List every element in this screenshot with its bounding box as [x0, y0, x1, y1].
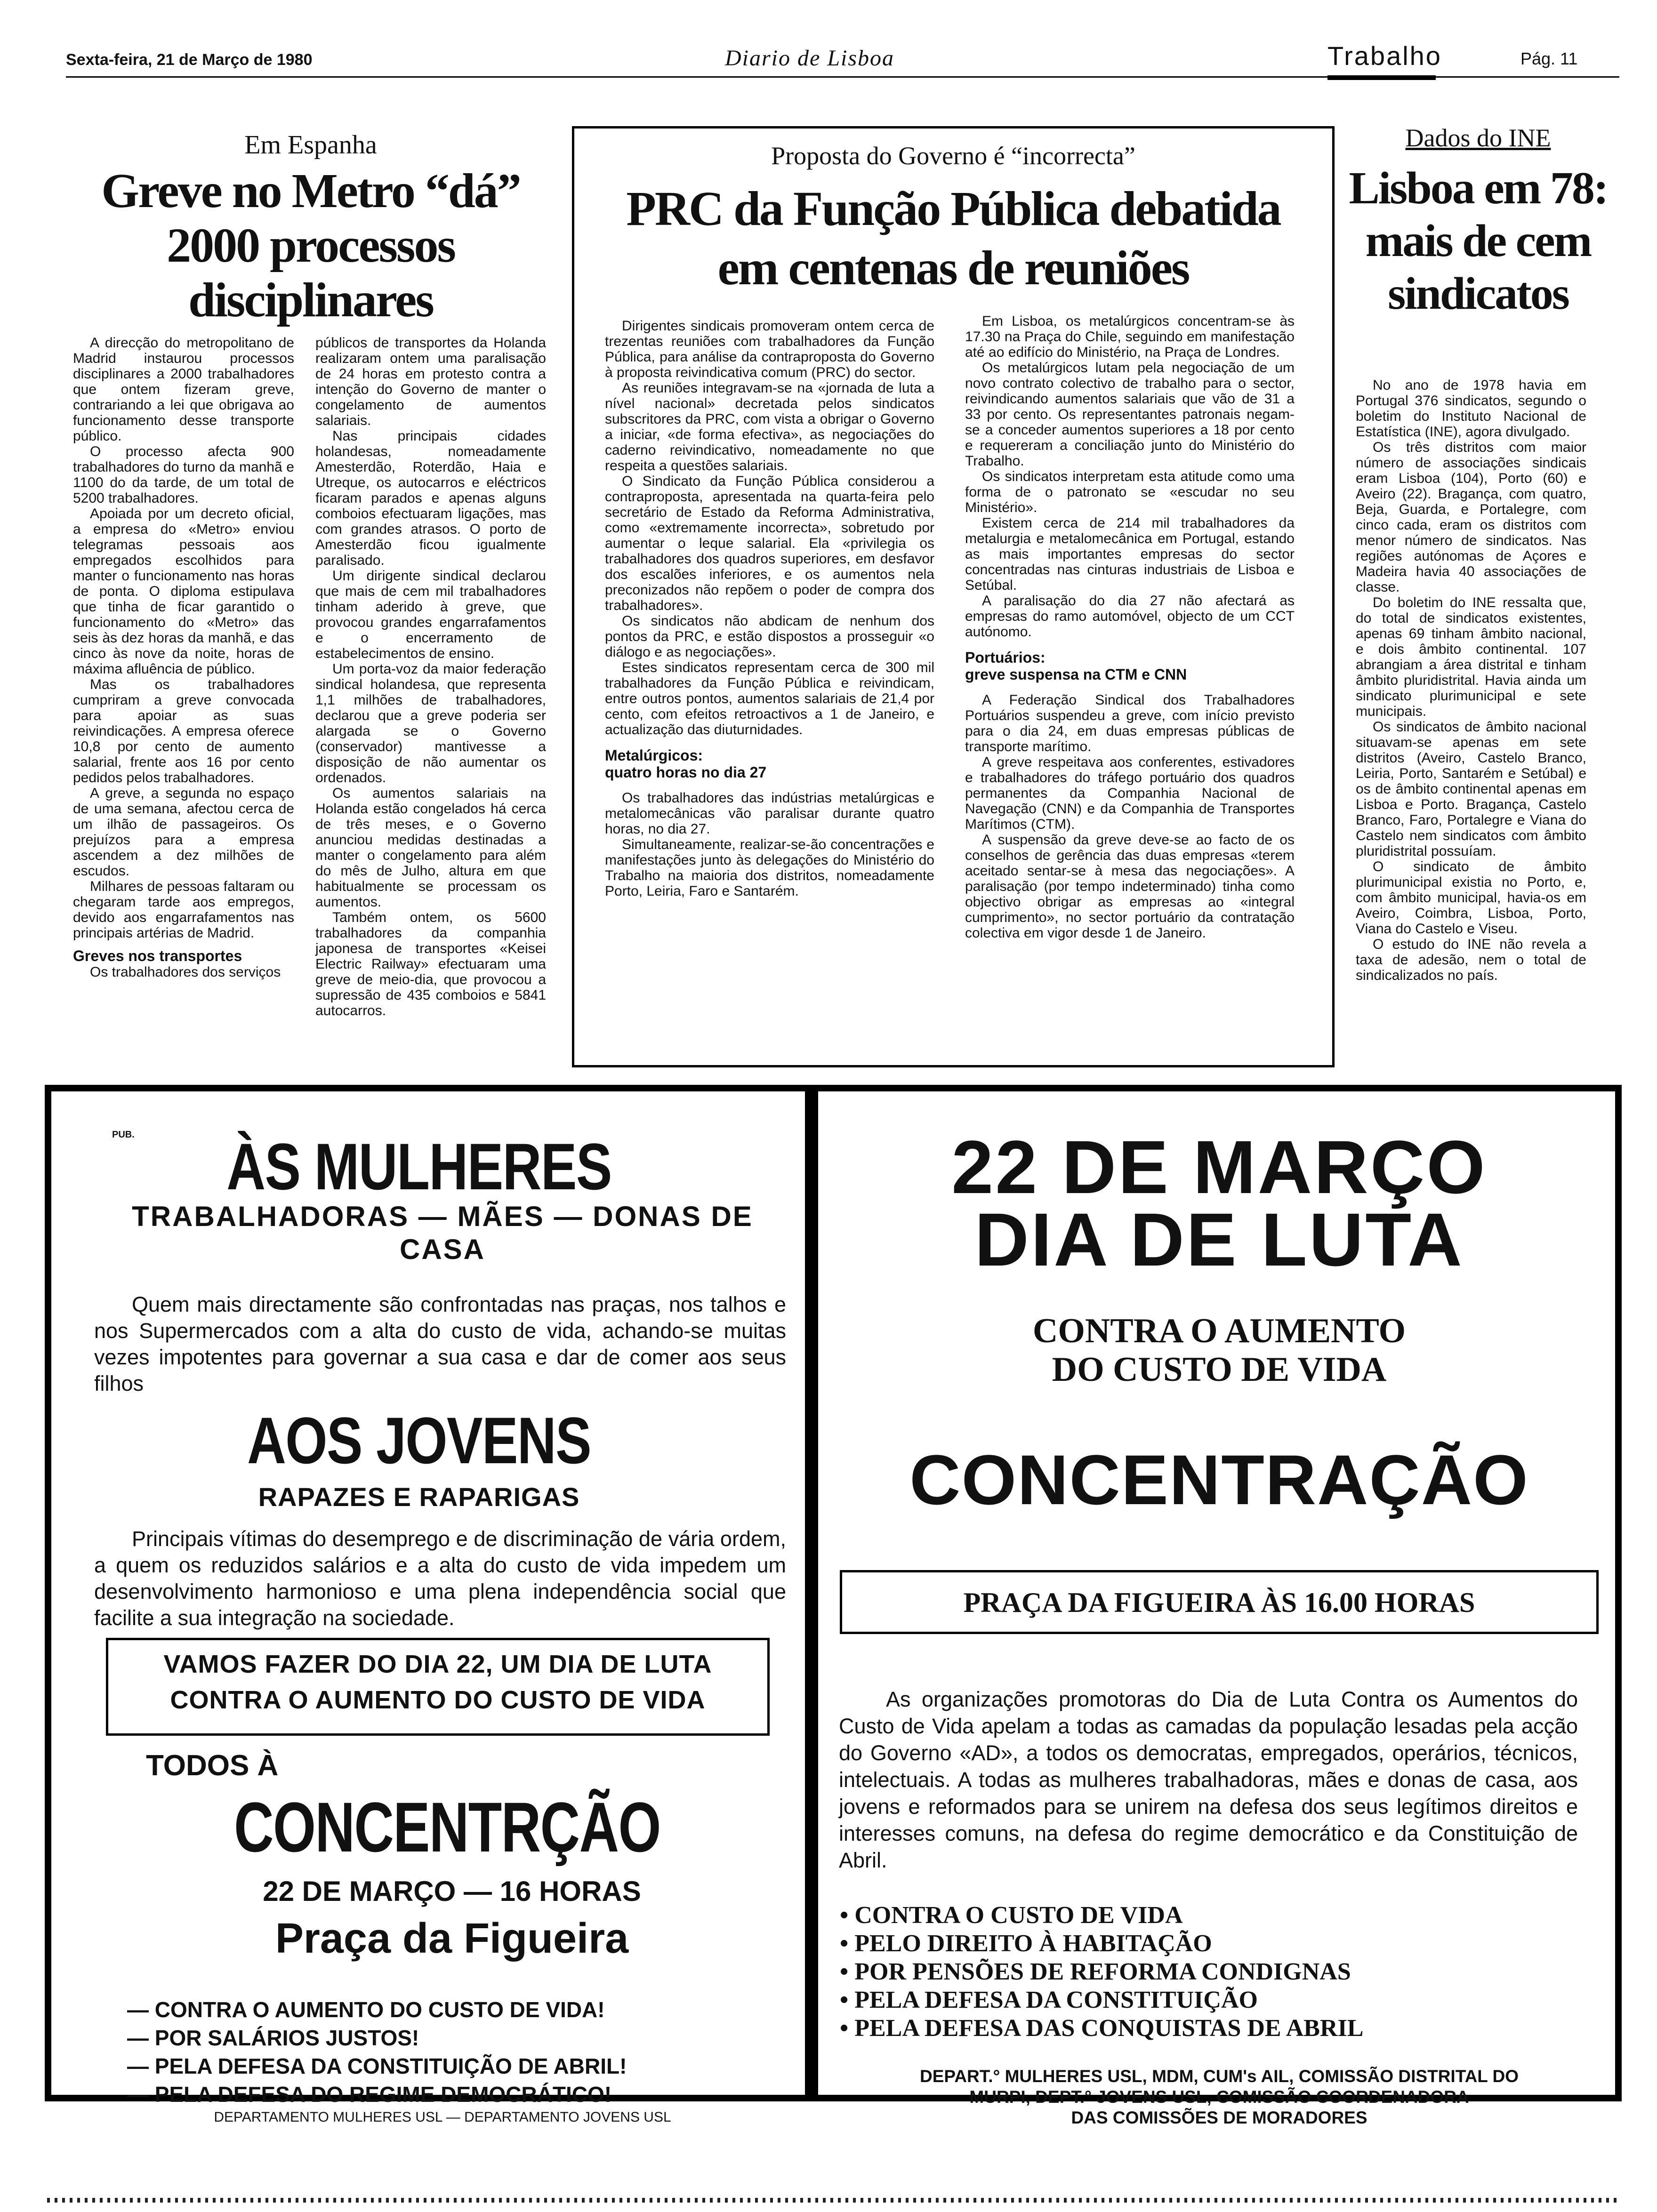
page-number: Pág. 11: [1520, 49, 1578, 68]
ad-text-youth: Principais vítimas do desemprego e de discriminação de vária ordem, a quem os reduzidos salários e a alta do custo de vida impedem um desenvolvimento harmonioso e uma plena independência social que facilite a sua integração na sociedade.: [94, 1527, 786, 1630]
subheading: Metalúrgicos:: [605, 747, 703, 764]
paragraph: No ano de 1978 havia em Portugal 376 sindicatos, segundo o boletim do Instituto Nacional de Estatística (INE), agora divulgado.: [1356, 377, 1586, 440]
ad-subtitle-women: TRABALHADORAS — MÃES — DONAS DE CASA: [132, 1201, 753, 1265]
slogan: — CONTRA O AUMENTO DO CUSTO DE VIDA!: [127, 1997, 605, 2022]
paragraph: A paralisação do dia 27 não afectará as empresas do ramo automóvel, objecto de um CCT autónomo.: [965, 593, 1295, 640]
paragraph: Os trabalhadores dos serviços: [90, 964, 281, 980]
article-column-1: [73, 335, 294, 980]
ad-footer: DEPARTAMENTO MULHERES USL — DEPARTAMENTO JOVENS USL: [214, 2109, 671, 2125]
paragraph: A direcção do metropolitano de Madrid instaurou processos disciplinares a 2000 trabalhadores que ontem fizeram greve, contrariando a lei que obrigava ao funcionamento desse transporte público.: [73, 335, 294, 444]
ad-right-title-line-2: DIA DE LUTA: [974, 1197, 1464, 1282]
slogan: — PELA DEFESA DA CONSTITUIÇÃO DE ABRIL!: [127, 2054, 627, 2078]
paragraph: A greve respeitava aos conferentes, estivadores e trabalhadores do tráfego portuário dos quadros permanentes da Companhia Nacional de Navegação (CNN) e da Companhia de Transportes Marítimos (CTM).: [965, 754, 1295, 832]
ad-place: Praça da Figueira: [275, 1915, 629, 1962]
paragraph: Existem cerca de 214 mil trabalhadores da metalurgia e metalomecânica em Portugal, estando as mais importantes empresas do sector concentradas nas cinturas industriais de Lisboa e Setúbal.: [965, 515, 1295, 593]
ad-right-place-box: [840, 1570, 1599, 1634]
subheading: Portuários:: [965, 649, 1046, 666]
slogan: — PELA DEFESA DO REGIME DEMOCRÁTICO!: [127, 2082, 612, 2107]
article-column-2: [315, 335, 546, 1018]
header-date: Sexta-feira, 21 de Março de 1980: [66, 51, 313, 69]
subheading: greve suspensa na CTM e CNN: [965, 666, 1187, 683]
article-headline-line-2: em centenas de reuniões: [717, 241, 1189, 295]
footer-line: DAS COMISSÕES DE MORADORES: [1071, 2108, 1367, 2127]
ad-callout-line-1: VAMOS FAZER DO DIA 22, UM DIA DE LUTA: [163, 1650, 712, 1678]
ad-callout-box: [106, 1638, 770, 1736]
paragraph: A Federação Sindical dos Trabalhadores Portuários suspendeu a greve, com início previsto para o dia 24, em duas empresas públicas de transporte marítimo.: [965, 692, 1295, 754]
article-headline: Greve no Metro “dá” 2000 processos disciplinares: [101, 164, 520, 327]
paragraph: Milhares de pessoas faltaram ou chegaram tarde aos empregos, devido aos engarrafamentos nas principais artérias de Madrid.: [73, 879, 294, 941]
article-column-1: [605, 318, 934, 899]
paragraph: Dirigentes sindicais promoveram ontem cerca de trezentas reuniões com trabalhadores da Função Pública, para análise da contraproposta do Governo à proposta reivindicativa comum (PRC) do sector.: [605, 318, 934, 380]
ad-right-concentracao: CONCENTRAÇÃO: [909, 1440, 1529, 1519]
masthead: Diario de Lisboa: [725, 46, 895, 71]
article-kicker: Dados do INE: [1405, 124, 1551, 152]
ad-right-subtitle-line-1: CONTRA O AUMENTO: [1032, 1312, 1406, 1350]
article-headline: Lisboa em 78: mais de cem sindicatos: [1349, 163, 1608, 319]
paragraph: O Sindicato da Função Pública considerou a contraproposta, apresentada na quarta-feira pelo secretário de Estado da Reforma Administrativa, como «extremamente incorrecta», sobretudo por aumentar o leque salarial. Ela «privilegia os trabalhadores dos quadros superiores, em desfavor dos escalões inferiores, e os aumentos nela preconizados não repõem o poder de compra dos trabalhadores».: [605, 473, 934, 613]
section-title: Trabalho: [1327, 41, 1442, 71]
paragraph: Também ontem, os 5600 trabalhadores da companhia japonesa de transportes «Keisei Electric Railway» efectuaram uma greve de meio-dia, que provocou a supressão de 435 comboios e 5841 autocarros.: [315, 910, 546, 1018]
footer-line: MURPI, DEPT.° JOVENS USL, COMISSÃO COORDENADORA: [969, 2087, 1469, 2107]
ad-right-text: As organizações promotoras do Dia de Luta Contra os Aumentos do Custo de Vida apelam a todas as camadas da população lesadas pela acção do Governo «AD», a todos os democratas, empregados, operários, técnicos, intelectuais. A todas as mulheres trabalhadoras, mães e donas de casa, aos jovens e reformados para se unirem na defesa dos seus legítimos direitos e interesses comuns, na defesa do regime democrático e da Constituição de Abril.: [839, 1687, 1578, 1872]
footer-line: DEPART.° MULHERES USL, MDM, CUM's AIL, COMISSÃO DISTRITAL DO: [919, 2067, 1519, 2086]
paragraph: públicos de transportes da Holanda realizaram ontem uma paralisação de 24 horas em protesto contra a intenção do Governo de manter o congelamento de aumentos salariais.: [315, 335, 546, 428]
ad-right-bullets: [840, 1901, 1363, 2043]
paragraph: O sindicato de âmbito plurimunicipal existia no Porto, e, com âmbito municipal, havia-os em Aveiro, Coimbra, Lisboa, Porto, Viana do Castelo e Viseu.: [1356, 859, 1586, 937]
paragraph: Simultaneamente, realizar-se-ão concentrações e manifestações junto às delegações do Ministério do Trabalho na maioria dos distritos, nomeadamente Porto, Leiria, Faro e Santarém.: [605, 837, 934, 899]
paragraph: Os sindicatos de âmbito nacional situavam-se apenas em sete distritos (Aveiro, Castelo Branco, Leiria, Porto, Santarém e Setúbal) e os de âmbito continental apenas em Lisboa e Porto. Bragança, Castelo Branco, Faro, Portalegre e Viana do Castelo nem sindicatos com âmbito pluridistrital possuíam.: [1356, 719, 1586, 859]
ad-right-footer: [828, 2066, 1610, 2128]
paragraph: Os três distritos com maior número de associações sindicais eram Lisboa (104), Porto (60) e Aveiro (22). Bragança, com quatro, Beja, Guarda, e Portalegre, com cinco cada, eram os distritos com menor número de sindicatos. Nas regiões autónomas de Açores e Madeira havia 40 associações de classe.: [1356, 440, 1586, 595]
article-kicker: Em Espanha: [244, 130, 377, 160]
paragraph: As reuniões integravam-se na «jornada de luta a nível nacional» decretada pelos sindicatos subscritores da PRC, com vista a obrigar o Governo a iniciar, «de forma efectiva», as negociações do caderno reivindicativo, nomeadamente no que respeita a questões salariais.: [605, 380, 934, 473]
subheading: Greves nos transportes: [73, 947, 242, 964]
ad-concentracao: CONCENTRÇÃO: [234, 1787, 660, 1867]
bullet-item: • POR PENSÕES DE REFORMA CONDIGNAS: [840, 1958, 1351, 1985]
paragraph: Estes sindicatos representam cerca de 300 mil trabalhadores da Função Pública e reivindicam, entre outros pontos, aumentos salariais de 21,4 por cento, com efeitos retroactivos a 1 de Janeiro, e actualização das diuturnidades.: [605, 660, 934, 737]
bullet-item: • PELA DEFESA DA CONSTITUIÇÃO: [840, 1987, 1258, 2013]
ad-title-youth: AOS JOVENS: [247, 1403, 591, 1477]
paragraph: Do boletim do INE ressalta que, do total de sindicatos existentes, apenas 69 tinham âmbito nacional, e dois âmbito continental. 107 abrangiam a área distrital e tinham âmbito pluridistrital. Havia ainda um sindicato plurimunicipal e sete municipais.: [1356, 595, 1586, 719]
subheading: quatro horas no dia 27: [605, 764, 767, 781]
article-column: [1356, 377, 1586, 983]
paragraph: Mas os trabalhadores cumpriram a greve convocada para apoiar as suas reivindicações. A empresa oferece 10,8 por cento de aumento salarial, frente aos 16 por cento pedidos pelos trabalhadores.: [73, 677, 294, 785]
slogan: — POR SALÁRIOS JUSTOS!: [127, 2026, 419, 2050]
paragraph: Os sindicatos não abdicam de nenhum dos pontos da PRC, e estão dispostos a prosseguir «o diálogo e as negociações».: [605, 613, 934, 660]
paragraph: Em Lisboa, os metalúrgicos concentram-se às 17.30 na Praça do Chile, seguindo em manifestação até ao edifício do Ministério, na Praça de Londres.: [965, 313, 1295, 360]
paragraph: Um dirigente sindical declarou que mais de cem mil trabalhadores tinham aderido à greve, que provocou grandes engarrafamentos e o encerramento de estabelecimentos de ensino.: [315, 568, 546, 661]
article-column-2: [965, 313, 1295, 941]
paragraph: Apoiada por um decreto oficial, a empresa do «Metro» enviou telegramas pessoais aos empregados escolhidos para manter o funcionamento nas horas de ponta. O diploma estipulava que tinha de ficar garantido o funcionamento do «Metro» das seis às dez horas da manhã, e das cinco às nove da noite, horas de máxima afluência de público.: [73, 506, 294, 677]
bullet-item: • PELO DIREITO À HABITAÇÃO: [840, 1930, 1212, 1957]
bullet-item: • CONTRA O CUSTO DE VIDA: [840, 1902, 1183, 1929]
ad-right-title-line-1: 22 DE MARÇO: [951, 1125, 1487, 1209]
ad-date-time: 22 DE MARÇO — 16 HORAS: [263, 1875, 641, 1907]
paragraph: Os trabalhadores das indústrias metalúrgicas e metalomecânicas vão paralisar durante quatro horas, no dia 27.: [605, 790, 934, 837]
ad-right-place: PRAÇA DA FIGUEIRA ÀS 16.00 HORAS: [963, 1587, 1475, 1618]
header-rule: [66, 76, 1619, 78]
bottom-edge-strip: [47, 2198, 1619, 2203]
ad-todos: TODOS À: [146, 1749, 279, 1782]
article-headline-line-1: PRC da Função Pública debatida: [626, 182, 1280, 236]
paragraph: O processo afecta 900 trabalhadores do turno da manhã e 1100 do da tarde, de um total de 5200 trabalhadores.: [73, 444, 294, 506]
paragraph: A greve, a segunda no espaço de uma semana, afectou cerca de um ilhão de passageiros. Os prejuízos para a empresa ascendem a dez milhões de escudos.: [73, 785, 294, 879]
paragraph: Os sindicatos interpretam esta atitude como uma forma de o patronato se «escudar no seu Ministério».: [965, 469, 1295, 515]
ad-text-women: Quem mais directamente são confrontadas nas praças, nos talhos e nos Supermercados com a alta do custo de vida, achando-se muitas vezes impotentes para governar a sua casa e dar de comer aos seus filhos: [94, 1292, 786, 1395]
bullet-item: • PELA DEFESA DAS CONQUISTAS DE ABRIL: [840, 2015, 1364, 2042]
ad-callout-line-2: CONTRA O AUMENTO DO CUSTO DE VIDA: [170, 1686, 706, 1714]
article-kicker: Proposta do Governo é “incorrecta”: [771, 142, 1135, 170]
paragraph: Os metalúrgicos lutam pela negociação de um novo contrato colectivo de trabalho para o sector, reivindicando aumentos salariais que vão de 31 a 33 por cento. Os representantes patronais negam-se a conceder aumentos superiores a 18 por cento e requereram a conciliação junto do Ministério do Trabalho.: [965, 360, 1295, 469]
ad-divider: [805, 1085, 818, 2101]
ad-right-subtitle-line-2: DO CUSTO DE VIDA: [1052, 1350, 1387, 1389]
paragraph: Nas principais cidades holandesas, nomeadamente Amesterdão, Roterdão, Haia e Utreque, os autocarros e eléctricos ficaram parados e apenas alguns comboios efectuaram ligações, mas com grandes atrasos. O porto de Amesterdão ficou igualmente paralisado.: [315, 428, 546, 568]
paragraph: Um porta-voz da maior federação sindical holandesa, que representa 1,1 milhões de trabalhadores, declarou que a greve poderia ser alargada se o Governo (conservador) mantivesse a disposição de não aumentar os ordenados.: [315, 661, 546, 785]
pub-label: PUB.: [112, 1130, 135, 1140]
paragraph: O estudo do INE não revela a taxa de adesão, nem o total de sindicalizados no país.: [1356, 937, 1586, 983]
paragraph: A suspensão da greve deve-se ao facto de os conselhos de gerência das duas empresas «terem aceitado sentar-se à mesa das negociações». A paralisação (por tempo indeterminado) tinha como objectivo obrigar as empresas ao «integral cumprimento», no sector portuário da contratação colectiva em vigor desde 1 de Janeiro.: [965, 832, 1295, 941]
ad-title-women: ÀS MULHERES: [226, 1130, 611, 1203]
ad-subtitle-youth: RAPAZES E RAPARIGAS: [258, 1482, 580, 1512]
ad-slogans: [127, 1996, 627, 2108]
paragraph: Os aumentos salariais na Holanda estão congelados há cerca de três meses, e o Governo anunciou medidas destinadas a manter o congelamento para além do mês de Julho, altura em que habitualmente se processam os aumentos.: [315, 785, 546, 910]
